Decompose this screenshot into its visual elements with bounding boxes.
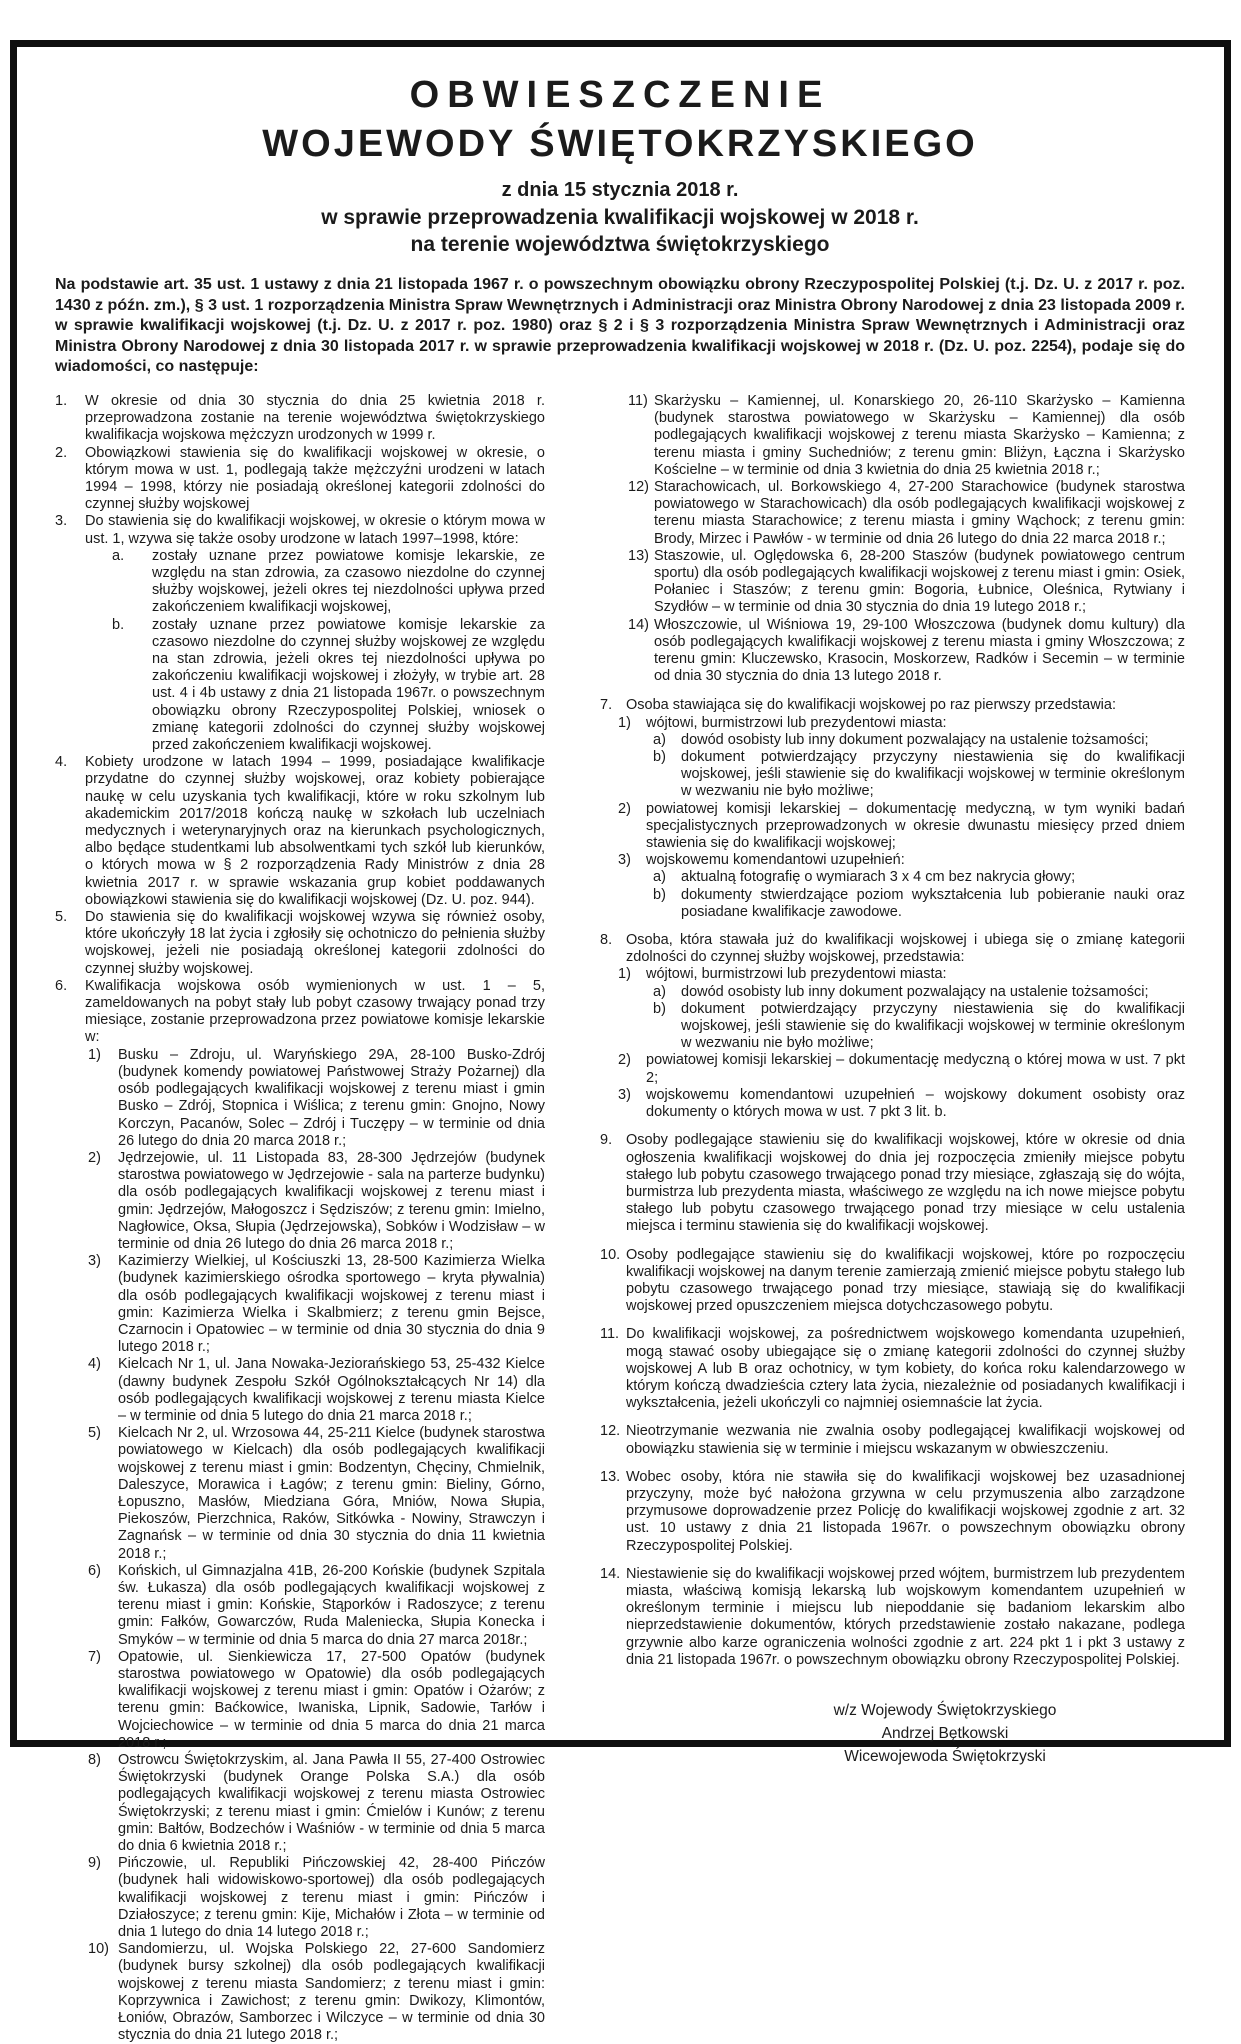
document-title-line-2: WOJEWODY ŚWIĘTOKRZYSKIEGO <box>262 123 978 165</box>
preamble-paragraph: Na podstawie art. 35 ust. 1 ustawy z dnia 21 listopada 1967 r. o powszechnym obowiązku obrony Rzeczypospolitej Polskiej (t.j. Dz. U. z 2017 r. poz. 1430 z późn. zm.), § 3 ust. 1 rozporządzenia Ministra Spraw Wewnętrznych i Administracji oraz Ministra Obrony Narodowej z dnia 23 listopada 2009 r. w sprawie kwalifikacji wojskowej (t.j. Dz. U. z 2017 r. poz. 1980) oraz § 2 i § 3 rozporządzenia Ministra Spraw Wewnętrznych i Administracji oraz Ministra Obrony Narodowej z dnia 30 listopada 2017 r. w sprawie przeprowadzenia kwalifikacji wojskowej w 2018 r. (Dz. U. poz. 2254), podaje się do wiadomości, co następuje: <box>55 276 1185 376</box>
list-item-body <box>681 749 1185 801</box>
list-item <box>112 548 545 617</box>
list-item-body <box>681 869 1185 886</box>
list-item-body <box>626 1247 1185 1316</box>
list-item-body <box>85 754 545 909</box>
signature-name: Andrzej Bętkowski <box>881 1724 1009 1742</box>
list-item-body <box>118 1563 545 1649</box>
list-item <box>628 393 1185 479</box>
list-item <box>653 984 1185 1001</box>
list-item <box>88 1563 545 1649</box>
list-item-label: 8) <box>88 1752 101 1769</box>
list-item <box>55 754 545 909</box>
list-item-text: Obowiązkowi stawienia się do kwalifikacji wojskowej w okresie, o którym mowa w ust. 1, podlegają także mężczyźni urodzeni w latach 1994 – 1998, którzy nie posiadają określonej kategorii zdolności do czynnej służby wojskowej <box>85 444 545 513</box>
list-item-body <box>118 1855 545 1941</box>
list-item-text: dokumenty stwierdzające poziom wykształcenia lub pobieranie nauki oraz posiadane kwalifikacje zawodowe. <box>681 886 1185 920</box>
list-item-text: Osoby podlegające stawieniu się do kwalifikacji wojskowej, które w okresie od dnia ogłoszenia kwalifikacji wojskowej do dnia jej rozpoczęcia zmieniły miejsce pobytu stałego lub pobytu czasowego trwającego ponad trzy miesiące, zgłaszają się do wójta, burmistrza lub prezydenta miasta, właściwego ze względu na ich nowe miejsce pobytu stałego lub pobytu czasowego trwającego ponad trzy miesiące w celu ustalenia miejsca i terminu stawienia się do kwalifikacji wojskowej. <box>626 1132 1185 1235</box>
list-item-label: 14. <box>600 1565 621 1582</box>
list-item <box>88 1649 545 1752</box>
list-item-label: 1) <box>618 966 631 983</box>
list-item-body <box>85 909 545 978</box>
list-item-body <box>152 548 545 617</box>
list-item-label: 12) <box>628 478 649 495</box>
list-item-text: powiatowej komisji lekarskiej – dokumentację medyczną o której mowa w ust. 7 pkt 2; <box>646 1052 1185 1086</box>
list-item <box>55 445 545 514</box>
document-date-line: z dnia 15 stycznia 2018 r. <box>501 179 739 201</box>
list-item-label: 10) <box>88 1941 109 1958</box>
list-item-text: aktualną fotografię o wymiarach 3 x 4 cm bez nakrycia głowy; <box>681 869 1076 886</box>
list-item-body <box>626 1326 1185 1412</box>
list-item-label: 2. <box>55 444 68 461</box>
list-item <box>600 1566 1185 1669</box>
list-item-text: Staszowie, ul. Oględowska 6, 28-200 Staszów (budynek powiatowego centrum sportu) dla osób podlegających kwalifikacji wojskowej z terenu miast i gmin: Osiek, Połaniec i Staszów; z terenu gmin: Bogoria, Łubnice, Oleśnica, Rytwiany i Szydłów – w terminie od dnia 30 stycznia do dnia 19 lutego 2018 r.; <box>654 547 1185 616</box>
list-item <box>600 932 1185 1121</box>
list-item-text: wojskowemu komendantowi uzupełnień – wojskowy dokument osobisty oraz dokumenty o których mowa w ust. 7 pkt 3 lit. b. <box>646 1086 1185 1121</box>
list-item-label: 2) <box>618 1052 631 1069</box>
list-item <box>88 1941 545 2044</box>
list-item-text: Ostrowcu Świętokrzyskim, al. Jana Pawła II 55, 27-400 Ostrowiec Świętokrzyski (budynek Orange Polska S.A.) dla osób podlegających kwalifikacji wojskowej z terenu miasta Ostrowiec Świętokrzyski; z terenu miast i gmin: Ćmielów i Kunów; z terenu gmin: Bałtów, Bodzechów i Waśniów - w terminie od dnia 5 marca do dnia 6 kwietnia 2018 r.; <box>118 1752 545 1855</box>
list-item-label: 10. <box>600 1246 621 1263</box>
list-item-body <box>626 1423 1185 1457</box>
document-border-frame <box>10 40 1231 2044</box>
list-item <box>55 393 545 445</box>
list-item-body <box>118 1941 545 2044</box>
list-item-label: a) <box>653 983 666 1000</box>
list-item-body <box>681 887 1185 921</box>
list-item-text: Do stawienia się do kwalifikacji wojskowej, w okresie o którym mowa w ust. 1, wzywa się także osoby urodzone w latach 1997–1998, które: <box>85 513 545 547</box>
list-item <box>88 1150 545 1253</box>
document-header <box>55 71 1185 258</box>
list-item-body <box>646 852 1185 921</box>
list-item-body <box>681 732 1185 749</box>
list-item-text: Kobiety urodzone w latach 1994 – 1999, posiadające kwalifikacje przydatne do czynnej służby wojskowej, oraz kobiety pobierające naukę w celu uzyskania tych kwalifikacji, które w roku szkolnym lub akademickim 2017/2018 kończą naukę w szkołach lub uczelniach medycznych i weterynaryjnych oraz na kierunkach psychologicznych, albo będące studentkami lub absolwentkami tych szkół lub kierunków, o których mowa w § 2 rozporządzenia Rady Ministrów z dnia 28 kwietnia 2017 r. w sprawie wskazania grup kobiet poddawanych obowiązkowi stawienia się do kwalifikacji wojskowej (Dz. U. poz. 944). <box>85 754 545 908</box>
list-item <box>653 869 1185 886</box>
list-item-label: 5) <box>88 1425 101 1442</box>
list-item-body <box>654 548 1185 617</box>
list-item-text: dowód osobisty lub inny dokument pozwalający na ustalenie tożsamości; <box>681 731 1149 748</box>
list-item-text: Końskich, ul Gimnazjalna 41B, 26-200 Końskie (budynek Szpitala św. Łukasza) dla osób podlegających kwalifikacji wojskowej z terenu miast i gmin: Końskie, Stąporków i Radoszyce; z terenu gmin: Fałków, Gowarczów, Ruda Maleniecka, Słupia Konecka i Smyków – w terminie od dnia 5 marca do dnia 27 marca 2018r.; <box>118 1562 545 1648</box>
list-item-label: 6) <box>88 1562 101 1579</box>
list-item-text: Włoszczowie, ul Wiśniowa 19, 29-100 Włoszczowa (budynek domu kultury) dla osób podlegających kwalifikacji wojskowej z terenu miasta i gminy Włoszczowa; z terenu gmin: Kluczewsko, Krasocin, Moskorzew, Radków i Secemin – w terminie od dnia 30 stycznia do dnia 13 lutego 2018 r. <box>654 616 1185 685</box>
list-item-body <box>118 1356 545 1425</box>
list-item-text: Osoba stawiająca się do kwalifikacji wojskowej po raz pierwszy przedstawia: <box>626 697 1116 714</box>
list-item-label: 14) <box>628 616 649 633</box>
list-item-label: 5. <box>55 909 68 926</box>
list-item-body <box>626 1566 1185 1669</box>
list-item-body <box>85 393 545 445</box>
list-item-label: 8. <box>600 932 613 949</box>
list-item-text: zostały uznane przez powiatowe komisje lekarskie za czasowo niezdolne do czynnej służby wojskowej ze względu na stan zdrowia, jeżeli okres tej niezdolności upływa po zakończeniu kwalifikacji wojskowej i złożyły, w trybie art. 28 ust. 4 i 4b ustawy z dnia 21 listopada 1967r. o powszechnym obowiązku obrony Rzeczypospolitej Polskiej, wniosek o zmianę kategorii zdolności do czynnej służby wojskowej przed zakończeniem kwalifikacji wojskowej. <box>152 616 545 754</box>
list-item-label: 2) <box>88 1149 101 1166</box>
list-item-label: 13) <box>628 547 649 564</box>
list-item-text: Busku – Zdroju, ul. Waryńskiego 29A, 28-100 Busko-Zdrój (budynek komendy powiatowej Państwowej Straży Pożarnej) dla osób podlegających kwalifikacji wojskowej z terenu miast i gmin Busko – Zdrój, Stopnica i Wiślica; z terenu gmin: Gnojno, Nowy Korczyn, Pacanów, Solec – Zdrój i Tuczępy – w terminie od dnia 26 lutego do dnia 20 marca 2018 r.; <box>118 1046 545 1149</box>
list-item-body <box>654 479 1185 548</box>
list-item-label: b. <box>112 616 125 633</box>
list-item-label: 3) <box>88 1253 101 1270</box>
list-item-label: 3) <box>618 1086 631 1103</box>
list-item-text: W okresie od dnia 30 stycznia do dnia 25 kwietnia 2018 r. przeprowadzona zostanie na terenie województwa świętokrzyskiego kwalifikacja wojskowa mężczyzn urodzonych w 1999 r. <box>85 392 545 444</box>
list-item-text: zostały uznane przez powiatowe komisje lekarskie, ze względu na stan zdrowia, za czasowo niezdolne do czynnej służby wojskowej, jeżeli okres tej niezdolności upływa przed zakończeniem kwalifikacji wojskowej, <box>152 547 545 616</box>
list-item <box>618 1087 1185 1121</box>
list-item <box>88 1425 545 1563</box>
list-item <box>653 749 1185 801</box>
list-item-body <box>626 1132 1185 1235</box>
list-item-label: 1) <box>88 1046 101 1063</box>
list-item-text: dokument potwierdzający przyczyny niestawienia się do kwalifikacji wojskowej, jeśli stawienie się do kwalifikacji wojskowej w terminie określonym w wezwaniu nie było możliwe; <box>681 1000 1185 1052</box>
list-item-body <box>646 1087 1185 1121</box>
document-subject-line-1: w sprawie przeprowadzenia kwalifikacji wojskowej w 2018 r. <box>321 206 919 229</box>
list-item <box>628 617 1185 686</box>
list-item-body <box>626 1469 1185 1555</box>
list-item <box>55 513 545 754</box>
list-item-text: Do stawienia się do kwalifikacji wojskowej wzywa się również osoby, które ukończyły 18 lat życia i zgłosiły się ochotniczo do pełnienia służby wojskowej, jeżeli nie posiadają określonej kategorii zdolności do czynnej służby wojskowej. <box>85 909 545 977</box>
list-item-label: 11) <box>628 392 648 409</box>
list-item <box>600 1326 1185 1412</box>
list-item-text: Kwalifikacja wojskowa osób wymienionych w ust. 1 – 5, zameldowanych na pobyt stały lub pobyt czasowy trwający ponad trzy miesiące, zostanie przeprowadzona przez powiatowe komisje lekarskie w: <box>85 977 545 1046</box>
list-item <box>628 479 1185 548</box>
list-item-body <box>646 966 1185 1052</box>
list-item <box>88 1752 545 1855</box>
list-item-label: 4) <box>88 1356 101 1373</box>
list-item <box>600 697 1185 921</box>
list-item-body <box>118 1150 545 1253</box>
list-item-label: b) <box>653 886 666 903</box>
list-item-label: 3. <box>55 513 68 530</box>
list-item-label: 4. <box>55 754 68 771</box>
list-item-text: powiatowej komisji lekarskiej – dokumentację medyczną, w tym wyniki badań specjalistycznych przeprowadzonych w okresie dwunastu miesięcy przed dniem stawienia się do kwalifikacji wojskowej; <box>646 800 1185 852</box>
list-item-text: Kazimierzy Wielkiej, ul Kościuszki 13, 28-500 Kazimierza Wielka (budynek kazimierskiego ośrodka sportowego – kryta pływalnia) dla osób podlegających kwalifikacji wojskowej z terenu miast i gmin: Kazimierza Wielka i Skalbmierz; z terenu gmin Bejsce, Czarnocin i Opatowiec – w terminie od dnia 30 stycznia do dnia 9 lutego 2018 r.; <box>118 1253 545 1356</box>
list-item-label: 13. <box>600 1468 621 1485</box>
list-item-body <box>681 1001 1185 1053</box>
list-item <box>618 801 1185 853</box>
list-item-label: b) <box>653 749 666 766</box>
left-column <box>55 393 545 2044</box>
list-item <box>618 966 1185 1052</box>
two-column-body <box>55 393 1185 2044</box>
list-item-text: wójtowi, burmistrzowi lub prezydentowi miasta: <box>646 966 947 983</box>
list-item-text: Niestawienie się do kwalifikacji wojskowej przed wójtem, burmistrzem lub prezydentem miasta, właściwą komisją lekarską lub wojskowym komendantem uzupełnień w określonym terminie i miejscu lub niepoddanie się badaniom lekarskim albo nieprzedstawienie dokumentów, których przedstawienie zostało nakazane, podlega grzywnie albo karze ograniczenia wolności zgodnie z art. 224 pkt 1 i pkt 3 ustawy z dnia 21 listopada 1967r. o powszechnym obowiązku obrony Rzeczypospolitej Polskiej. <box>626 1565 1185 1668</box>
list-item-text: Kielcach Nr 1, ul. Jana Nowaka-Jeziorańskiego 53, 25-432 Kielce (dawny budynek Zespołu Szkół Ogólnokształcących Nr 14) dla osób podlegających kwalifikacji wojskowej z terenu miasta Kielce – w terminie od dnia 5 lutego do dnia 21 marca 2018 r.; <box>118 1356 545 1424</box>
signature-on-behalf-line: w/z Wojewody Świętokrzyskiego <box>833 1701 1057 1719</box>
list-item-label: b) <box>653 1000 666 1017</box>
list-item-body <box>646 801 1185 853</box>
list-item-label: 1. <box>55 392 68 409</box>
list-item-body <box>681 984 1185 1001</box>
list-item-body <box>646 715 1185 801</box>
list-item <box>55 978 545 2044</box>
list-item-text: wójtowi, burmistrzowi lub prezydentowi miasta: <box>646 714 947 731</box>
list-item <box>618 1052 1185 1086</box>
list-item-body <box>152 617 545 755</box>
points-7-to-14-list <box>600 697 1185 1669</box>
point-6-continuation-list <box>600 393 1185 685</box>
list-item-label: 9. <box>600 1132 613 1149</box>
list-item-label: 6. <box>55 977 68 994</box>
list-item-body <box>118 1253 545 1356</box>
list-item-body <box>118 1752 545 1855</box>
list-item-label: 9) <box>88 1855 101 1872</box>
list-item-text: Pińczowie, ul. Republiki Pińczowskiej 42, 28-400 Pińczów (budynek hali widowiskowo-sportowej) dla osób podlegających kwalifikacji wojskowej z terenu miast i gmin: Pińczów i Działoszyce; z terenu gmin: Kije, Michałów i Złota – w terminie od dnia 1 lutego do dnia 14 lutego 2018 r.; <box>118 1855 545 1941</box>
list-item <box>600 1469 1185 1555</box>
list-item <box>88 1855 545 1941</box>
list-item <box>88 1253 545 1356</box>
list-item-text: Jędrzejowie, ul. 11 Listopada 83, 28-300 Jędrzejów (budynek starostwa powiatowego w Jędrzejowie - sala na parterze budynku) dla osób podlegających kwalifikacji wojskowej z terenu miast i gmin: Jędrzejów, Małogoszcz i Sędziszów; z terenu gmin: Imielno, Nagłowice, Oksa, Słupia (Jędrzejowska), Sobków i Wodzisław – w terminie od dnia 26 lutego do dnia 26 marca 2018 r.; <box>118 1149 545 1252</box>
list-item-body <box>618 932 1185 1121</box>
list-item-label: 7. <box>600 697 613 714</box>
list-item-body <box>85 513 545 754</box>
list-item <box>88 1356 545 1425</box>
list-item <box>653 887 1185 921</box>
list-item-text: dokument potwierdzający przyczyny niestawienia się do kwalifikacji wojskowej, jeśli stawienie się do kwalifikacji wojskowej w terminie określonym w wezwaniu nie było możliwe; <box>681 749 1185 800</box>
list-item-text: Nieotrzymanie wezwania nie zwalnia osoby podlegającej kwalifikacji wojskowej od obowiązku stawienia się w terminie i miejscu wskazanym w obwieszczeniu. <box>626 1423 1185 1457</box>
list-item-text: Osoby podlegające stawieniu się do kwalifikacji wojskowej, które po rozpoczęciu kwalifikacji wojskowej na danym terenie zamierzają zmienić miejsce pobytu stałego lub pobytu czasowego trwającego ponad trzy miesiące, stawiają się do kwalifikacji wojskowej przed opuszczeniem miejsca dotychczasowego pobytu. <box>626 1246 1185 1315</box>
list-item-text: Sandomierzu, ul. Wojska Polskiego 22, 27-600 Sandomierz (budynek bursy szkolnej) dla osób podlegających kwalifikacji wojskowej z terenu miasta Sandomierz; z terenu miast i gmin: Koprzywnica i Zawichost; z terenu gmin: Dwikozy, Klimontów, Łoniów, Obrazów, Samborzec i Wilczyce – w terminie od dnia 30 stycznia do dnia 21 lutego 2018 r.; <box>118 1941 545 2044</box>
list-item <box>628 548 1185 617</box>
list-item-text: Starachowicach, ul. Borkowskiego 4, 27-200 Starachowice (budynek starostwa powiatowego w Starachowicach) dla osób podlegających kwalifikacji wojskowej z terenu miasta Starachowice; z terenu miasta i gminy Wąchock; z terenu gmin: Brody, Mirzec i Pawłów - w terminie od dnia 26 lutego do dnia 22 marca 2018 r.; <box>654 478 1185 547</box>
list-item-body <box>646 1052 1185 1086</box>
document-title-line-1: OBWIESZCZENIE <box>409 74 831 116</box>
list-item-body <box>654 393 1185 479</box>
list-item <box>618 852 1185 921</box>
list-item-label: 2) <box>618 800 631 817</box>
list-item-text: dowód osobisty lub inny dokument pozwalający na ustalenie tożsamości; <box>681 983 1149 1000</box>
list-item <box>600 1247 1185 1316</box>
list-item-body <box>85 445 545 514</box>
signature-block <box>775 1699 1115 1768</box>
list-item-label: a. <box>112 547 125 564</box>
list-item-body <box>118 1047 545 1150</box>
list-item-body <box>654 617 1185 686</box>
list-item-body <box>85 978 545 2044</box>
list-item <box>653 732 1185 749</box>
list-item <box>55 909 545 978</box>
list-item-text: Kielcach Nr 2, ul. Wrzosowa 44, 25-211 Kielce (budynek starostwa powiatowego w Kielcach) dla osób podlegających kwalifikacji wojskowej z terenu miast i gmin: Bodzentyn, Chęciny, Chmielnik, Daleszyce, Morawica i Łagów; z terenu gmin: Bieliny, Górno, Łopuszno, Masłów, Miedziana Góra, Mniów, Nowa Słupia, Piekoszów, Pierzchnica, Raków, Sitkówka - Nowiny, Strawczyn i Zagnańsk – w terminie od dnia 30 stycznia do dnia 11 kwietnia 2018 r.; <box>118 1425 545 1562</box>
list-item <box>112 617 545 755</box>
list-item-label: 7) <box>88 1648 101 1665</box>
list-item-text: Do kwalifikacji wojskowej, za pośrednictwem wojskowego komendanta uzupełnień, mogą stawać osoby ubiegające się o zmianę kategorii zdolności do czynnej służby wojskowej A lub B oraz ochotnicy, w tym kobiety, do końca roku kalendarzowego w którym kończą dwadzieścia cztery lata życia, niezależnie od posiadanych kwalifikacji i wykształcenia, jeżeli ukończyli co najmniej osiemnaście lat życia. <box>626 1326 1185 1412</box>
list-item-label: 1) <box>618 714 631 731</box>
list-item-text: Wobec osoby, która nie stawiła się do kwalifikacji wojskowej bez uzasadnionej przyczyny, może być nałożona grzywna w celu przymuszenia albo zarządzone przymusowe doprowadzenie przez Policję do kwalifikacji wojskowej zgodnie z art. 32 ust. 10 ustawy z dnia 21 listopada 1967r. o powszechnym obowiązku obrony Rzeczypospolitej Polskiej. <box>626 1468 1185 1554</box>
list-item-label: a) <box>653 869 666 886</box>
list-item-text: Osoba, która stawała już do kwalifikacji wojskowej i ubiega się o zmianę kategorii zdolności do czynnej służby wojskowej, przedstawia: <box>626 932 1185 966</box>
list-item-body <box>118 1425 545 1563</box>
list-item-text: Opatowie, ul. Sienkiewicza 17, 27-500 Opatów (budynek starostwa powiatowego w Opatowie) dla osób podlegających kwalifikacji wojskowej z terenu miast i gmin: Opatów i Ożarów; z terenu gmin: Baćkowice, Iwaniska, Lipnik, Sadowie, Tarłów i Wojciechowice – w terminie od dnia 5 marca do dnia 21 marca 2018 r.; <box>118 1648 545 1751</box>
list-item-label: 3) <box>618 852 631 869</box>
right-column <box>600 393 1185 1768</box>
list-item-text: Skarżysku – Kamiennej, ul. Konarskiego 20, 26-110 Skarżysko – Kamienna (budynek starostwa powiatowego w Skarżysku – Kamiennej) dla osób podlegających kwalifikacji wojskowej z terenu miasta Skarżysko – Kamienna; z terenu miasta i gminy Suchedniów; z terenu gmin: Bliżyn, Łączna i Skarżysko Kościelne – w terminie od dnia 3 kwietnia do dnia 25 kwietnia 2018 r.; <box>654 392 1185 478</box>
list-item <box>88 1047 545 1150</box>
list-item-body <box>618 697 1185 921</box>
list-item-label: a) <box>653 731 666 748</box>
list-item <box>618 715 1185 801</box>
list-item <box>600 1423 1185 1457</box>
list-item-body <box>118 1649 545 1752</box>
list-item-label: 11. <box>600 1326 620 1343</box>
signature-title: Wicewojewoda Świętokrzyski <box>844 1747 1046 1765</box>
list-item <box>653 1001 1185 1053</box>
document-subject-line-2: na terenie województwa świętokrzyskiego <box>410 233 830 256</box>
list-item-text: wojskowemu komendantowi uzupełnień: <box>646 852 905 869</box>
list-item <box>600 1132 1185 1235</box>
list-item-label: 12. <box>600 1423 621 1440</box>
